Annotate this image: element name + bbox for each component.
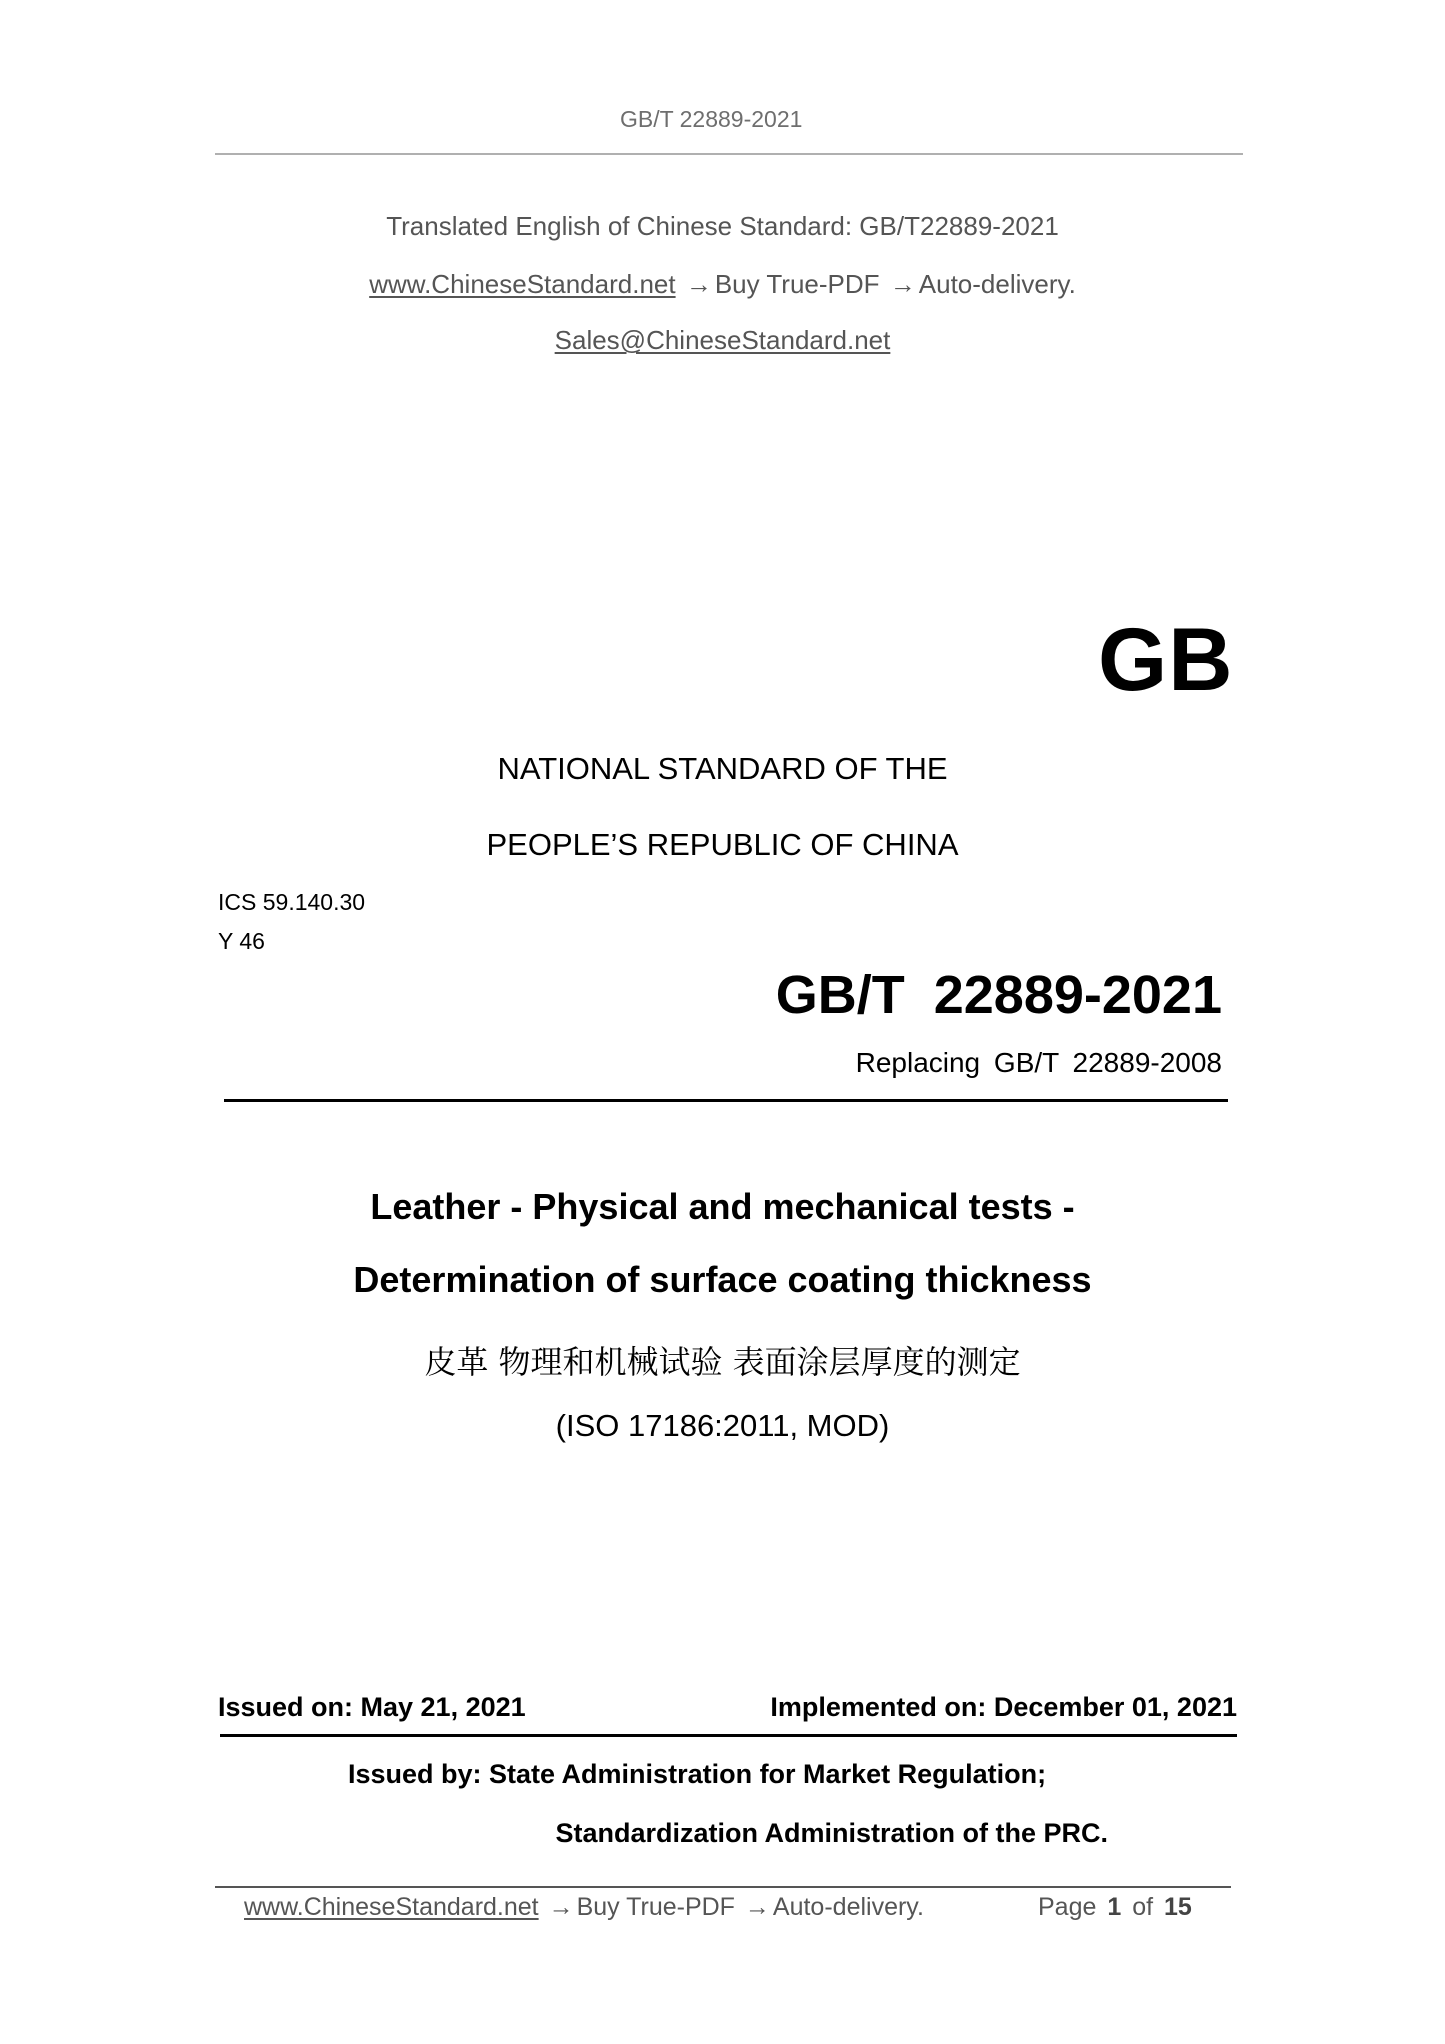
- running-header: GB/T 22889-2021: [620, 106, 803, 132]
- issued-by-line1: Issued by: State Administration for Market Regulation;: [348, 1759, 1047, 1789]
- page-of: of: [1132, 1893, 1154, 1921]
- arrow-right-icon: →: [744, 1893, 770, 1921]
- arrow-right-icon: →: [685, 269, 712, 299]
- footer-purchase-line: [244, 1893, 924, 1922]
- ics-code: ICS 59.140.30: [218, 889, 366, 915]
- ccs-code: Y 46: [218, 928, 265, 954]
- footer-buy-text: Buy True-PDF: [576, 1893, 735, 1921]
- standard-number: GB/T 22889-2021: [775, 965, 1222, 1025]
- standard-number-divider: [224, 1099, 1228, 1102]
- page-total: 15: [1164, 1893, 1192, 1921]
- gb-mark: GB: [1098, 609, 1234, 709]
- title-chinese: 皮革 物理和机械试验 表面涂层厚度的测定: [424, 1343, 1021, 1381]
- title-line2: Determination of surface coating thickness: [353, 1259, 1092, 1300]
- implemented-on-date: Implemented on: December 01, 2021: [770, 1692, 1237, 1722]
- replacing-standard: Replacing GB/T 22889-2008: [855, 1047, 1222, 1078]
- iso-reference: (ISO 17186:2011, MOD): [555, 1408, 890, 1443]
- website-link[interactable]: www.ChineseStandard.net: [369, 269, 676, 299]
- issued-on-date: Issued on: May 21, 2021: [218, 1692, 526, 1722]
- page-current: 1: [1107, 1893, 1122, 1921]
- page-indicator: [1038, 1893, 1192, 1922]
- delivery-text: Auto-delivery.: [918, 269, 1076, 299]
- arrow-right-icon: →: [889, 269, 916, 299]
- email-link[interactable]: Sales@ChineseStandard.net: [554, 325, 891, 355]
- purchase-line: [0, 269, 1445, 300]
- issued-by-line2: Standardization Administration of the PRC.: [555, 1818, 1108, 1848]
- page-label: Page: [1038, 1893, 1097, 1921]
- title-line1: Leather - Physical and mechanical tests -: [370, 1186, 1075, 1227]
- header-divider: [215, 153, 1243, 155]
- footer-divider: [215, 1886, 1231, 1888]
- national-standard-line2: PEOPLE’S REPUBLIC OF CHINA: [486, 827, 959, 862]
- dates-divider: [220, 1734, 1237, 1737]
- translation-notice: Translated English of Chinese Standard: GB/T22889-2021: [386, 211, 1059, 241]
- national-standard-line1: NATIONAL STANDARD OF THE: [497, 751, 948, 786]
- buy-text: Buy True-PDF: [714, 269, 880, 299]
- footer-website-link[interactable]: www.ChineseStandard.net: [244, 1893, 539, 1921]
- footer-delivery-text: Auto-delivery.: [772, 1893, 924, 1921]
- email-line: [0, 325, 1445, 356]
- arrow-right-icon: →: [548, 1893, 574, 1921]
